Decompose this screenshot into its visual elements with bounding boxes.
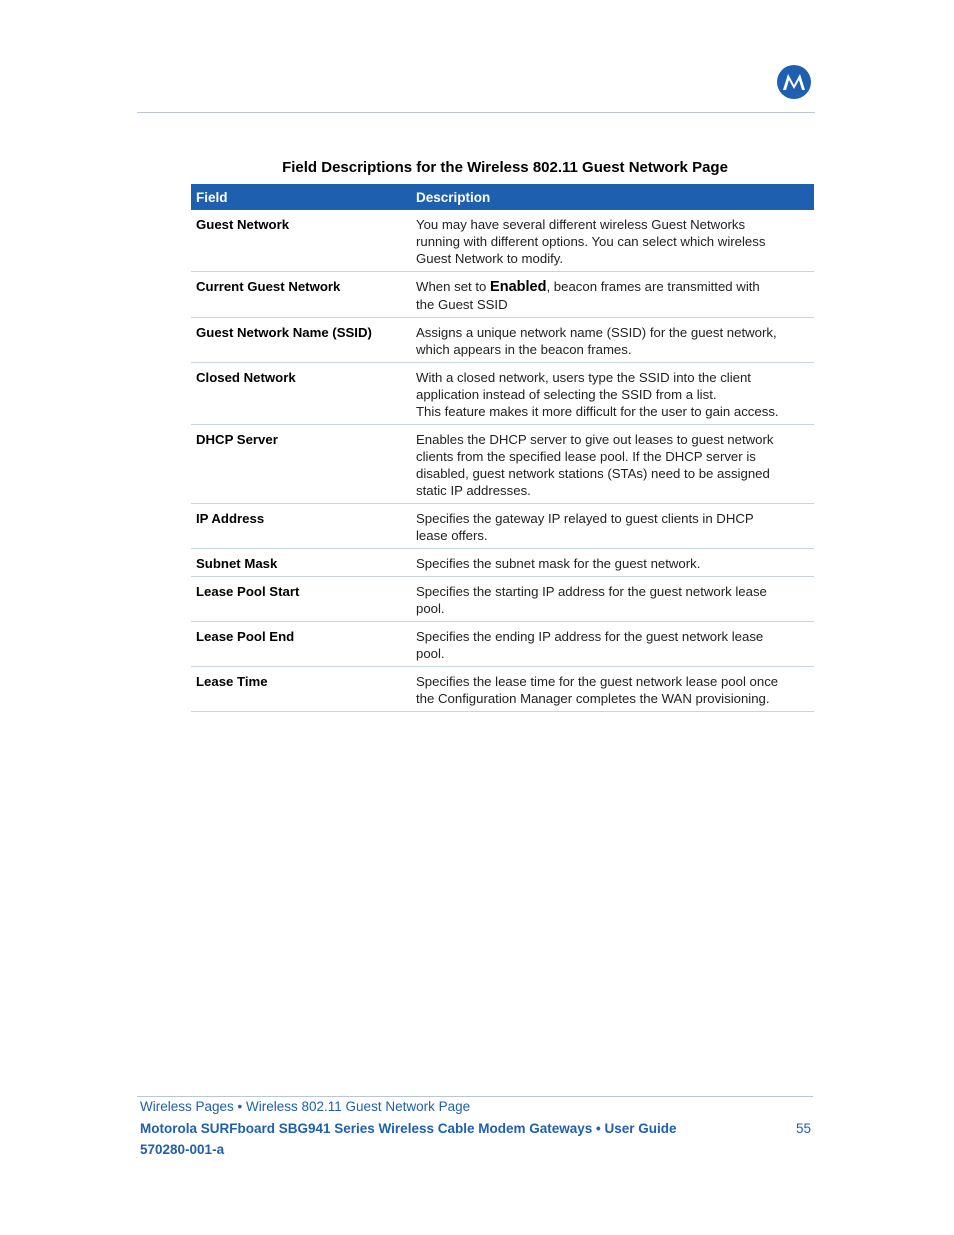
description-line: pool. [416,601,445,616]
column-header-field: Field [191,184,411,210]
field-description [411,622,814,667]
table-title: Field Descriptions for the Wireless 802.11 Guest Network Page [282,159,728,176]
field-description [411,667,814,712]
column-header-description: Description [411,184,814,210]
field-description [411,318,814,363]
description-line: the Configuration Manager completes the WAN provisioning. [416,691,770,706]
description-line: clients from the specified lease pool. If the DHCP server is [416,449,756,464]
field-description [411,549,814,577]
description-line: Specifies the starting IP address for the guest network lease [416,584,767,599]
description-line: which appears in the beacon frames. [416,342,632,357]
field-descriptions-table [191,184,814,712]
table-row [191,667,814,712]
description-line [416,278,809,296]
footer-guide-title: Motorola SURFboard SBG941 Series Wireless Cable Modem Gateways • User Guide [140,1121,677,1136]
field-name: Guest Network Name (SSID) [191,318,411,363]
field-name: DHCP Server [191,425,411,504]
description-line: the Guest SSID [416,297,508,312]
description-line: With a closed network, users type the SSID into the client [416,370,751,385]
table-row [191,363,814,425]
description-line: Assigns a unique network name (SSID) for the guest network, [416,325,777,340]
description-line: Specifies the ending IP address for the guest network lease [416,629,764,644]
field-name: Current Guest Network [191,272,411,318]
table-row [191,622,814,667]
description-line: You may have several different wireless Guest Networks [416,217,746,232]
table-row [191,272,814,318]
footer-doc-number: 570280-001-a [140,1142,225,1157]
page-number: 55 [796,1121,812,1136]
description-line: Enables the DHCP server to give out leases to guest network [416,432,774,447]
table-row [191,318,814,363]
description-line: disabled, guest network stations (STAs) need to be assigned [416,466,770,481]
description-line: Specifies the subnet mask for the guest network. [416,556,701,571]
table-header-row [191,184,814,210]
description-line: Guest Network to modify. [416,251,564,266]
table-row [191,504,814,549]
table-row [191,549,814,577]
field-description [411,210,814,272]
description-line: running with different options. You can select which wireless [416,234,766,249]
motorola-logo [777,65,811,99]
field-name: Lease Pool Start [191,577,411,622]
description-line: pool. [416,646,445,661]
description-text: , beacon frames are transmitted with [546,279,760,294]
header-divider [137,112,815,113]
description-line: This feature makes it more difficult for the user to gain access. [416,404,779,419]
description-line: application instead of selecting the SSID from a list. [416,387,717,402]
description-line: Specifies the lease time for the guest network lease pool once [416,674,779,689]
field-description [411,425,814,504]
table-row [191,425,814,504]
field-description [411,363,814,425]
field-description [411,504,814,549]
description-line: Specifies the gateway IP relayed to guest clients in DHCP [416,511,754,526]
setting-value: Enabled [490,279,547,295]
field-name: IP Address [191,504,411,549]
table-row [191,210,814,272]
field-name: Lease Pool End [191,622,411,667]
field-name: Lease Time [191,667,411,712]
field-description [411,577,814,622]
field-description [411,272,814,318]
field-name: Subnet Mask [191,549,411,577]
table-row [191,577,814,622]
description-line: static IP addresses. [416,483,531,498]
description-text: When set to [416,279,491,294]
footer-breadcrumb: Wireless Pages • Wireless 802.11 Guest Network Page [140,1099,471,1114]
motorola-batwing-icon [777,65,811,99]
description-line: lease offers. [416,528,488,543]
footer-divider [137,1096,813,1097]
field-name: Closed Network [191,363,411,425]
table-body [191,210,814,712]
field-name: Guest Network [191,210,411,272]
